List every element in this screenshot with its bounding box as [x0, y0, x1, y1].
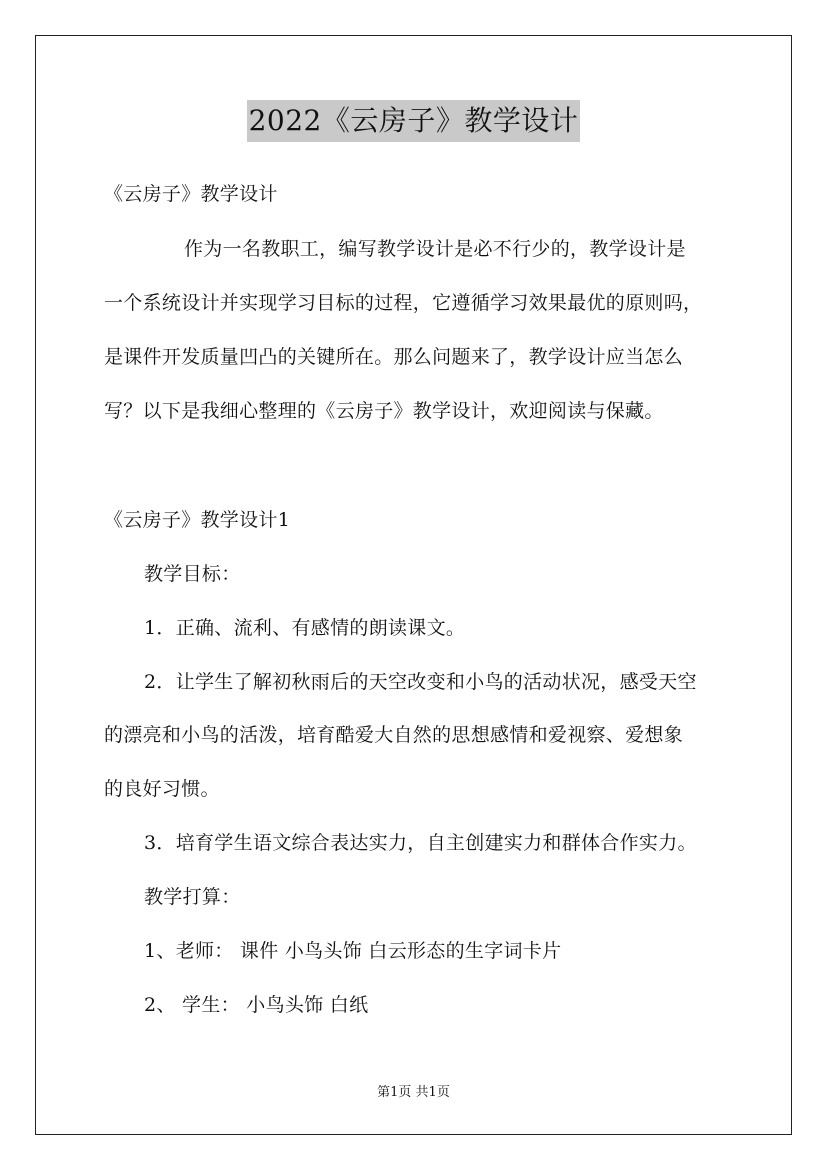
goal-item-2-line-1: 2．让学生了解初秋雨后的天空改变和小鸟的活动状况，感受天空 — [144, 671, 697, 693]
document-title: 2022《云房子》教学设计 — [247, 100, 581, 142]
prep-item-2: 2、 学生： 小鸟头饰 白纸 — [144, 994, 369, 1016]
intro-line-3: 是课件开发质量凹凸的关键所在。那么问题来了，教学设计应当怎么 — [104, 346, 684, 368]
goal-item-1: 1．正确、流利、有感情的朗读课文。 — [144, 617, 466, 639]
intro-line-4: 写？以下是我细心整理的《云房子》教学设计，欢迎阅读与保藏。 — [104, 400, 664, 422]
goals-heading: 教学目标： — [144, 563, 241, 585]
goal-item-3: 3．培育学生语文综合表达实力，自主创建实力和群体合作实力。 — [144, 832, 697, 854]
prep-heading: 教学打算： — [144, 886, 241, 908]
prep-item-1: 1、老师： 课件 小鸟头饰 白云形态的生字词卡片 — [144, 940, 562, 962]
document-subtitle: 《云房子》教学设计 — [104, 183, 278, 205]
intro-line-2: 一个系统设计并实现学习目标的过程，它遵循学习效果最优的原则吗， — [104, 292, 703, 314]
page-number-footer: 第1页 共1页 — [377, 1085, 450, 1100]
document-title-container — [0, 100, 827, 142]
goal-item-2-line-2: 的漂亮和小鸟的活泼，培育酷爱大自然的思想感情和爱视察、爱想象 — [104, 724, 684, 746]
section-heading: 《云房子》教学设计1 — [104, 509, 291, 531]
intro-line-1: 作为一名教职工，编写教学设计是必不行少的，教学设计是 — [184, 238, 686, 260]
goal-item-2-line-3: 的良好习惯。 — [104, 778, 220, 800]
